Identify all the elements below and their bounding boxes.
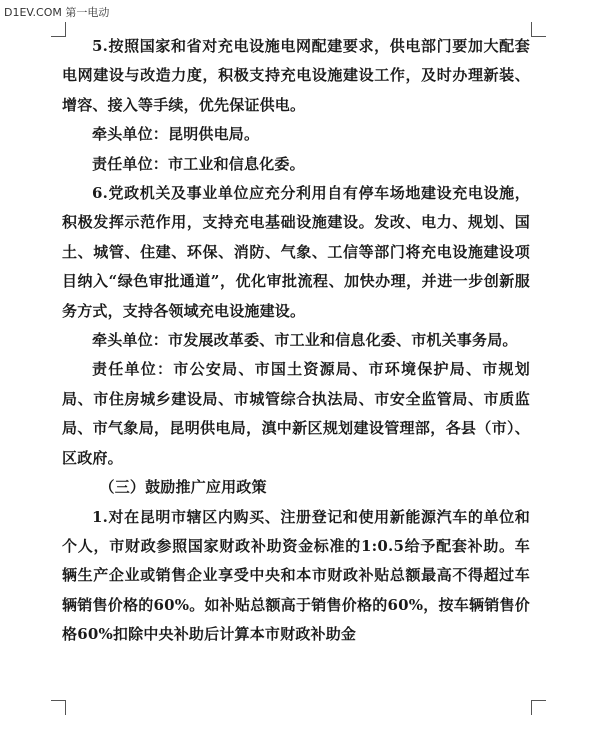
corner-mark-bottom-left <box>51 700 66 715</box>
paragraph-responsible-unit: 责任单位：市工业和信息化委。 <box>92 154 305 173</box>
paragraph-responsible-units: 责任单位：市公安局、市国土资源局、市环境保护局、市规划局、市住房城乡建设局、市城管综合执法局、市安全监管局、市质监局、市气象局，昆明供电局，滇中新区规划建设管理部，各县（市）、区政府。 <box>62 360 530 467</box>
paragraph-grid-support: 5.按照国家和省对充电设施电网配建要求，供电部门要加大配套电网建设与改造力度，积极支持充电设施建设工作，及时办理新装、增容、接入等手续，优先保证供电。 <box>62 37 530 114</box>
site-watermark: D1EV.COM 第一电动 <box>4 6 110 19</box>
paragraph-government-facilities: 6.党政机关及事业单位应充分利用自有停车场地建设充电设施，积极发挥示范作用，支持充电基础设施建设。发改、电力、规划、国土、城管、住建、环保、消防、气象、工信等部门将充电设施建设项目纳入“绿色审批通道”，优化审批流程、加快办理，并进一步创新服务方式，支持各领域充电设施建设。 <box>62 184 530 320</box>
paragraph-subsidy: 1.对在昆明市辖区内购买、注册登记和使用新能源汽车的单位和个人，市财政参照国家财政补助资金标准的1:0.5给予配套补助。车辆生产企业或销售企业享受中央和本市财政补贴总额最高不得超过车辆销售价格的60%。如补贴总额高于销售价格的60%，按车辆销售价格60%扣除中央补助后计算本市财政补助金 <box>62 507 530 644</box>
corner-mark-bottom-right <box>531 700 546 715</box>
document-body <box>62 32 530 650</box>
paragraph-lead-unit: 牵头单位：昆明供电局。 <box>92 125 260 144</box>
paragraph-lead-units: 牵头单位：市发展改革委、市工业和信息化委、市机关事务局。 <box>92 331 518 350</box>
section-heading: （三）鼓励推广应用政策 <box>99 478 267 497</box>
corner-mark-top-right <box>531 22 546 37</box>
